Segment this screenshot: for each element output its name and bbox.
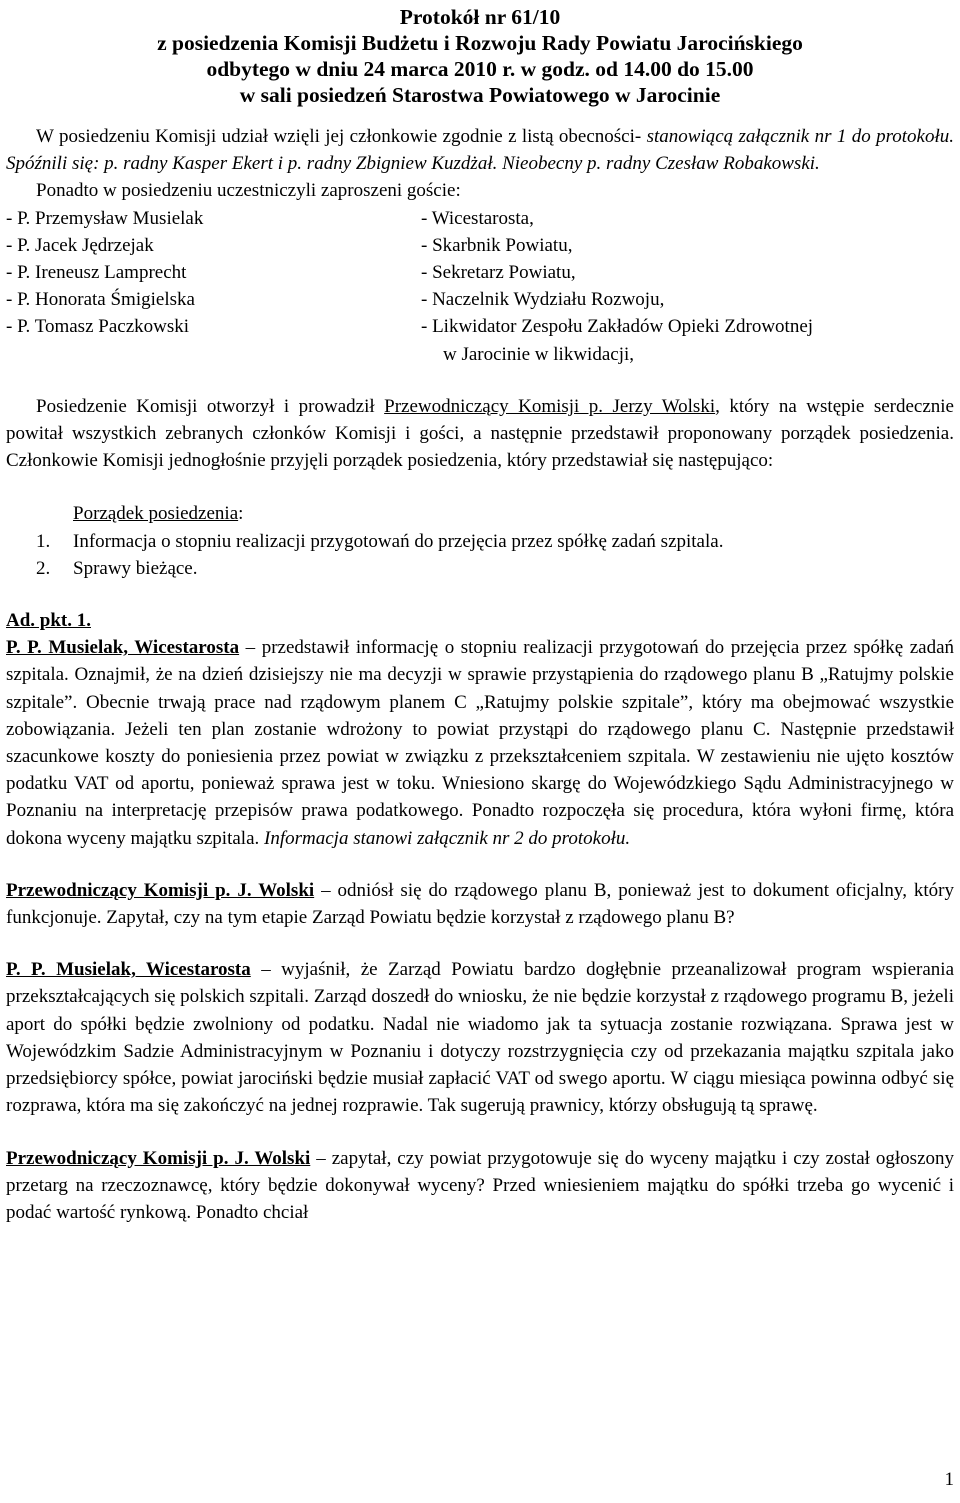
- guest-role: - Skarbnik Powiatu,: [421, 234, 573, 256]
- title-line-1: Protokół nr 61/10: [399, 5, 561, 29]
- guest-name: - P. Honorata Śmigielska: [6, 289, 195, 311]
- document-title: [6, 0, 954, 108]
- agenda-item-number: 2.: [36, 557, 51, 579]
- opening-post: , który na wstępie serdecznie powitał wszystkich zebranych członków Komisji i gości, a następnie przedstawił proponowany porządek posiedzenia. Członkowie Komisji jednogłośnie przyjęli porządek posiedzenia, który przedstawiał się następująco:: [6, 395, 954, 472]
- attachment-note: Informacja stanowi załącznik nr 2 do protokołu.: [264, 827, 631, 849]
- guest-name: - P. Tomasz Paczkowski: [6, 316, 190, 338]
- opening-pre: Posiedzenie Komisji otworzył i prowadził: [36, 395, 385, 417]
- guest-role: - Naczelnik Wydziału Rozwoju,: [421, 289, 665, 311]
- guest-name: - P. Przemysław Musielak: [6, 207, 204, 229]
- agenda-heading: [6, 500, 954, 527]
- page-number: 1: [944, 1469, 954, 1490]
- statement-text: – wyjaśnił, że Zarząd Powiatu bardzo dogłębnie przeanalizował program wspierania przekształcających się polskich szpitali. Zarząd doszedł do wniosku, że nie będzie korzystał z rządowego programu B, jeżeli aport do spółki będzie zwolniony od podatku. Nadal nie wiadomo jak ta sytuacja zostanie rozwiązana. Sprawa jest w Wojewódzkim Sadzie Administracyjnym w Poznaniu i dotyczy rozstrzygnięcia czy od przekazania majątku szpitala jako przedsiębiorcy spółce, powiat jarociński będzie musiał zapłacić VAT od swego aportu. W ciągu miesiąca powinna odbyć się rozprawa, która ma się zakończyć na jednej rozprawie. Tak sugerują prawnicy, którzy obsługują tą sprawę.: [6, 959, 955, 1117]
- speaker-name: P. P. Musielak, Wicestarosta: [6, 637, 240, 659]
- guest-row: [6, 232, 954, 259]
- opening-paragraph: [6, 393, 954, 475]
- guest-row: [6, 313, 954, 340]
- statement-paragraph: [6, 1145, 954, 1227]
- speaker-name: P. P. Musielak, Wicestarosta: [6, 959, 251, 981]
- agenda-item-number: 1.: [36, 530, 51, 552]
- guest-list: [6, 205, 954, 368]
- guest-row: [6, 259, 954, 286]
- statement-text: – zapytał, czy powiat przygotowuje się do wyceny majątku i czy został ogłoszony przetarg na rzeczoznawcę, który będzie dokonywał wyceny? Przed wniesieniem majątku do spółki trzeba go wycenić i podać wartość rynkową. Ponadto chciał: [6, 1147, 955, 1223]
- title-line-2: z posiedzenia Komisji Budżetu i Rozwoju Rady Powiatu Jarocińskiego: [157, 31, 803, 55]
- agenda-item: [6, 555, 954, 582]
- guest-role: - Likwidator Zespołu Zakładów Opieki Zdrowotnej: [421, 316, 814, 338]
- agenda-heading-text: Porządek posiedzenia: [73, 503, 239, 525]
- guest-role-continuation: w Jarocinie w likwidacji,: [443, 343, 635, 365]
- title-line-4: w sali posiedzeń Starostwa Powiatowego w Jarocinie: [239, 83, 721, 107]
- guest-name: - P. Ireneusz Lamprecht: [6, 262, 187, 284]
- chairman-name: Przewodniczący Komisji p. Jerzy Wolski: [384, 395, 716, 417]
- speaker-name: Przewodniczący Komisji p. J. Wolski: [6, 879, 315, 901]
- guest-role: - Sekretarz Powiatu,: [421, 262, 576, 284]
- guests-intro: Ponadto w posiedzeniu uczestniczyli zaproszeni goście:: [36, 180, 461, 202]
- attendance-italic: stanowiącą załącznik nr 1 do protokołu. Spóźnili się: p. radny Kasper Ekert i p. radny Zbigniew Kuzdżał. Nieobecny p. radny Czesław Robakowski.: [6, 126, 954, 175]
- guest-row: [6, 205, 954, 232]
- statement-paragraph: [6, 956, 954, 1119]
- agenda-item: [6, 528, 954, 555]
- statement-paragraph: [6, 634, 954, 852]
- guest-name: - P. Jacek Jędrzejak: [6, 234, 154, 256]
- agenda-heading-colon: :: [238, 503, 244, 525]
- attendance-paragraph: [6, 123, 954, 177]
- section-label: Ad. pkt. 1.: [6, 610, 91, 632]
- title-line-3: odbytego w dniu 24 marca 2010 r. w godz. od 14.00 do 15.00: [206, 57, 754, 81]
- statement-text: – odniósł się do rządowego planu B, ponieważ jest to dokument oficjalny, który funkcjonuje. Zapytał, czy na tym etapie Zarząd Powiatu będzie korzystał z rządowego planu B?: [6, 879, 954, 929]
- statement-text: – przedstawił informację o stopniu realizacji przygotowań do przejęcia przez spółkę zadań szpitala. Oznajmił, że na dzień dzisiejszy nie ma decyzji w sprawie przystąpienia do rządowego planu B „Ratujmy polskie szpitale”. Obecnie trwają prace nad rządowym planem C „Ratujmy polskie szpitale”, który ma obejmować wszystkie zobowiązania. Jeżeli ten plan zostanie wdrożony to powiat przystąpi do rządowego planu C. Następnie przedstawił szacunkowe koszty do poniesienia przez powiat w związku z przekształceniem szpitala. W zestawieniu nie ujęto kosztów podatku VAT od aportu, ponieważ sprawa jest w toku. Wniesiono skargę do Wojewódzkiego Sądu Administracyjnego w Poznaniu na interpretację przepisów prawa podatkowego. Ponadto rozpoczęła się procedura, która wyłoni firmę, która dokona wyceny majątku szpitala.: [6, 637, 954, 849]
- agenda-item-text: Informacja o stopniu realizacji przygotowań do przejęcia przez spółkę zadań szpitala.: [73, 530, 724, 552]
- guest-row: [6, 286, 954, 313]
- attendance-lead: W posiedzeniu Komisji udział wzięli jej członkowie zgodnie z listą obecności-: [36, 126, 642, 147]
- statement-paragraph: [6, 877, 954, 931]
- speaker-name: Przewodniczący Komisji p. J. Wolski: [6, 1147, 311, 1169]
- guest-role: - Wicestarosta,: [421, 207, 534, 229]
- agenda-item-text: Sprawy bieżące.: [73, 557, 198, 579]
